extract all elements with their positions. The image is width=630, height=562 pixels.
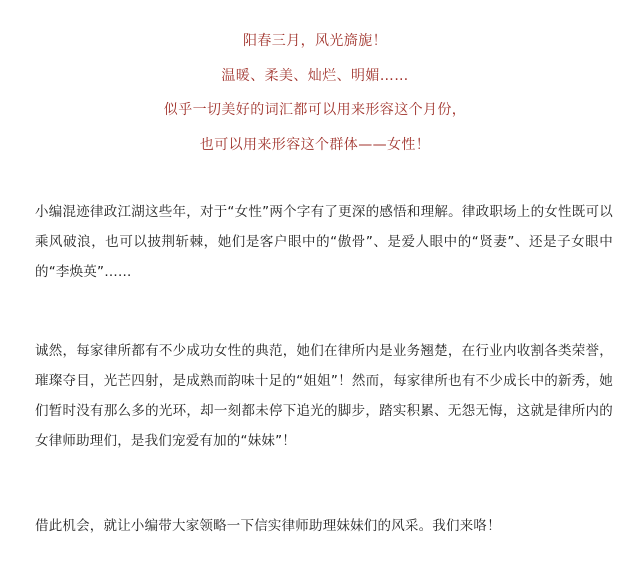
intro-verse [0,24,630,162]
intro-line-2: 温暖、柔美、灿烂、明媚…… [221,67,409,84]
intro-line-3: 似乎一切美好的词汇都可以用来形容这个月份， [163,102,467,119]
paragraph-assistants: 诚然，每家律所都有不少成功女性的典范，她们在律所内是业务翘楚，在行业内收割各类荣誉，璀璨夺目，光芒四射，是成熟而韵味十足的“姐姐”！然而，每家律所也有不少成长中的新秀，她们暂时没有那么多的光环，却一刻都未停下追光的脚步，踏实积累、无怨无悔，这就是律所内的女律师助理们，是我们宠爱有加的“妹妹”！ [35,343,613,449]
paragraph-closing: 借此机会，就让小编带大家领略一下信实律师助理妹妹们的风采。我们来咯！ [35,518,501,534]
intro-line-4: 也可以用来形容这个群体——女性！ [199,136,431,153]
paragraph-women-in-law: 小编混迹律政江湖这些年，对于“女性”两个字有了更深的感悟和理解。律政职场上的女性既可以乘风破浪，也可以披荆斩棘，她们是客户眼中的“傲骨”、是爱人眼中的“贤妻”、还是子女眼中的“李焕英”…… [35,204,613,280]
intro-line-1: 阳春三月，风光旖旎！ [243,33,387,49]
